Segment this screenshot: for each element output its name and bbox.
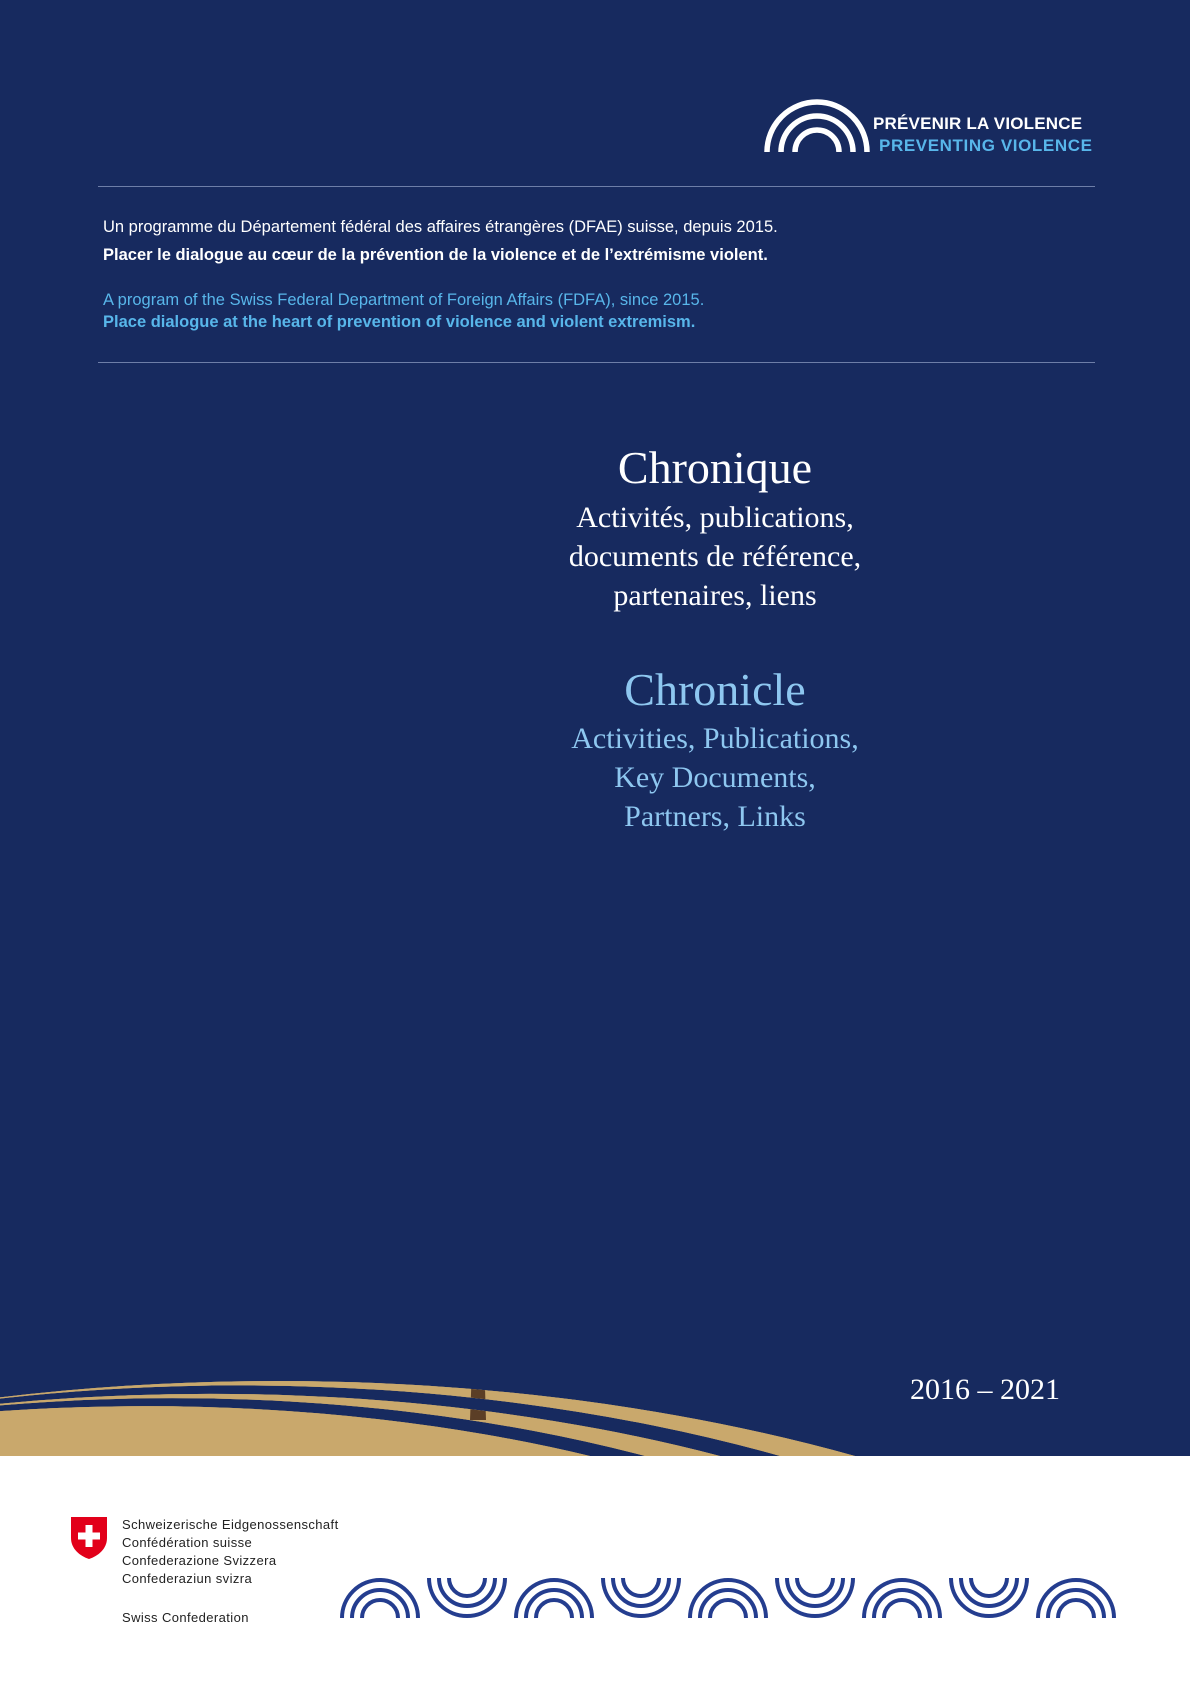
subtitle-en-line: Key Documents, [614,761,816,794]
years-range: 2016 – 2021 [910,1373,1060,1406]
brand-name-fr: PRÉVENIR LA VIOLENCE [873,114,1083,133]
confederation-fr: Confédération suisse [122,1535,253,1550]
arch-wave-pattern-icon [340,1576,1122,1622]
intro-en-line2: Place dialogue at the heart of prevention of violence and violent extremism. [103,313,696,331]
subtitle-fr-line: Activités, publications, [576,501,854,534]
footer [0,1456,1190,1684]
intro-fr-line1: Un programme du Département fédéral des affaires étrangères (DFAE) suisse, depuis 2015. [103,218,778,236]
brand-name-en: PREVENTING VIOLENCE [879,136,1093,155]
subtitle-en-line: Partners, Links [624,800,806,833]
confederation-rm: Confederaziun svizra [122,1571,253,1586]
title-en: Chronicle [624,664,806,715]
intro-en-line1: A program of the Swiss Federal Department of Foreign Affairs (FDFA), since 2015. [103,291,705,309]
swiss-cross-shield-icon [70,1516,108,1560]
title-fr: Chronique [617,442,813,493]
confederation-en: Swiss Confederation [122,1610,249,1625]
subtitle-en-line: Activities, Publications, [571,722,859,755]
subtitle-fr-line: partenaires, liens [613,579,817,612]
subtitle-fr-line: documents de référence, [568,540,862,573]
intro-fr-line2: Placer le dialogue au cœur de la prévention de la violence et de l’extrémisme violent. [103,246,768,264]
confederation-it: Confederazione Svizzera [122,1553,277,1568]
confederation-de: Schweizerische Eidgenossenschaft [122,1517,339,1532]
